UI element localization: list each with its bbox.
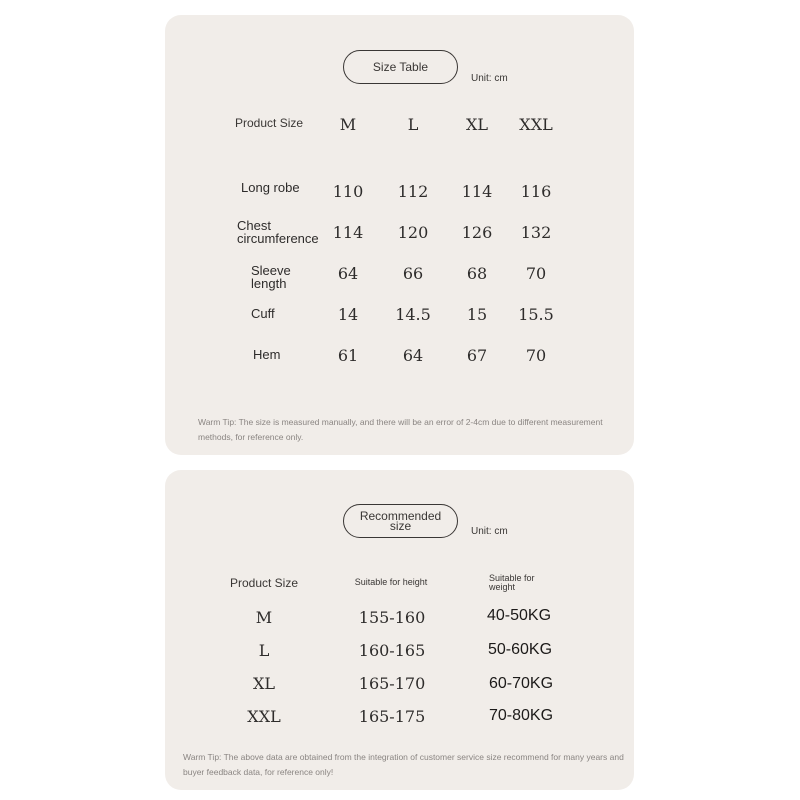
row-label-line: Sleeve	[251, 263, 291, 278]
rec-height: 155-160	[358, 608, 426, 627]
row-label-line: circumference	[237, 231, 319, 246]
table-cell: 68	[466, 264, 488, 283]
table-cell: 114	[461, 182, 493, 201]
rec-weight: 70-80KG	[489, 707, 554, 724]
size-table-title	[343, 50, 458, 84]
product-size-col-header: Product Size	[229, 576, 299, 590]
table-cell: 114	[332, 223, 364, 242]
weight-header-line: weight	[489, 582, 516, 592]
table-cell: 61	[337, 346, 359, 365]
table-cell: 110	[332, 182, 364, 201]
recommended-size-title	[343, 504, 458, 538]
size-table-unit: Unit: cm	[471, 73, 508, 84]
weight-header-line: Suitable for	[489, 573, 535, 583]
warm-tip-line: Warm Tip: The size is measured manually, and there will be an error of 2-4cm due to different measurement	[198, 417, 603, 427]
recommended-title-line: Recommended	[359, 509, 442, 523]
product-size-header: Product Size	[235, 116, 304, 130]
row-label-line: Long robe	[241, 180, 300, 195]
row-label-sleeve	[251, 264, 291, 290]
recommended-unit: Unit: cm	[471, 526, 508, 537]
table-cell: 126	[461, 223, 493, 242]
rec-size: L	[258, 641, 270, 660]
row-label-line: Cuff	[251, 306, 275, 321]
table-cell: 132	[520, 223, 552, 242]
rec-weight: 60-70KG	[489, 675, 554, 692]
recommended-title-line: size	[389, 519, 412, 533]
rec-size: XL	[252, 674, 276, 693]
table-cell: 112	[397, 182, 429, 201]
table-cell: 15	[466, 305, 488, 324]
table-cell: 64	[337, 264, 359, 283]
size-col-xxl: XXL	[519, 115, 553, 134]
table-cell: 70	[525, 264, 547, 283]
size-table-title-text: Size Table	[372, 60, 429, 74]
size-col-m: M	[339, 115, 357, 134]
table-cell: 70	[525, 346, 547, 365]
row-label-line: Hem	[253, 347, 281, 362]
table-cell: 116	[520, 182, 552, 201]
rec-size: M	[255, 608, 273, 627]
table-cell: 64	[402, 346, 424, 365]
row-label-long-robe	[241, 181, 300, 194]
size-table-card	[165, 15, 634, 455]
table-cell: 14	[337, 305, 359, 324]
warm-tip-line: Warm Tip: The above data are obtained from the integration of customer service size recommend for many years and	[183, 752, 624, 762]
table-cell: 67	[466, 346, 488, 365]
warm-tip-line: buyer feedback data, for reference only!	[183, 767, 334, 777]
weight-col-header	[489, 574, 535, 592]
rec-height: 165-175	[358, 707, 426, 726]
size-col-xl: XL	[465, 115, 489, 134]
warm-tip-line: methods, for reference only.	[198, 432, 304, 442]
table-cell: 66	[402, 264, 424, 283]
rec-weight: 50-60KG	[488, 641, 553, 658]
size-table-warm-tip	[198, 415, 628, 445]
table-cell: 120	[397, 223, 429, 242]
height-col-header: Suitable for height	[354, 577, 428, 587]
table-cell: 14.5	[395, 305, 431, 324]
rec-size: XXL	[247, 707, 281, 726]
row-label-hem	[253, 348, 280, 361]
row-label-line: Chest	[237, 218, 271, 233]
table-cell: 15.5	[518, 305, 554, 324]
recommended-size-card	[165, 470, 634, 790]
rec-weight: 40-50KG	[487, 607, 552, 624]
row-label-chest	[237, 219, 319, 245]
rec-height: 160-165	[358, 641, 426, 660]
row-label-line: length	[251, 276, 287, 291]
rec-height: 165-170	[358, 674, 426, 693]
recommended-warm-tip	[183, 750, 628, 780]
row-label-cuff	[251, 307, 275, 320]
size-col-l: L	[407, 115, 419, 134]
